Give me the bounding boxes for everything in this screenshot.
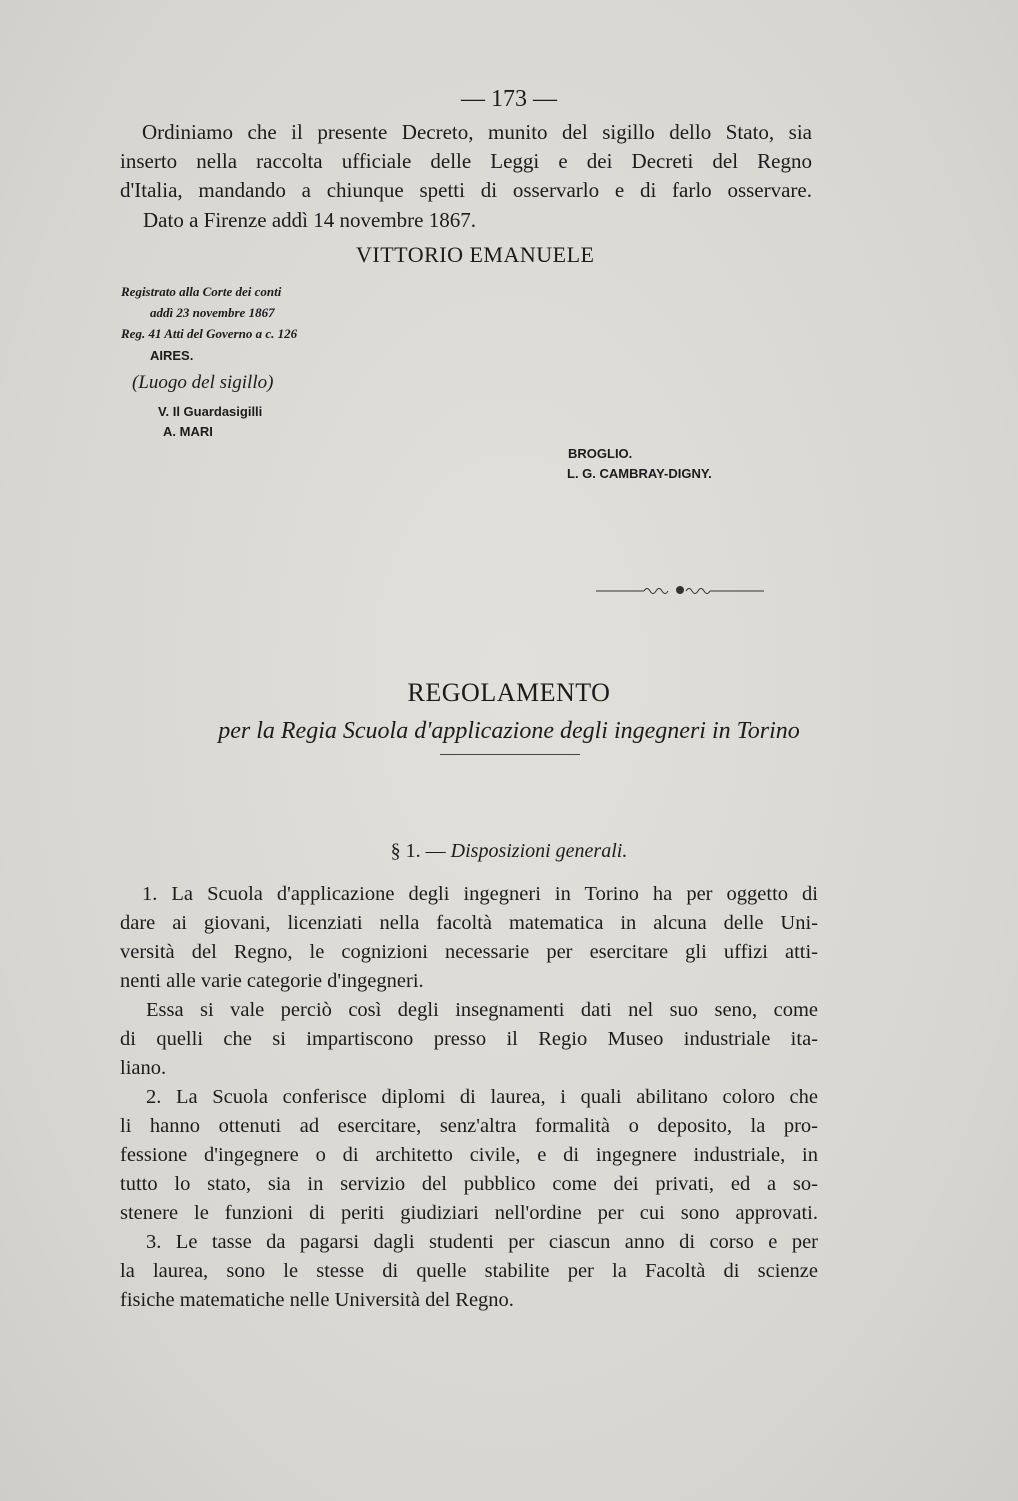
- body-line: 2. La Scuola conferisce diplomi di laurea, i quali abilitano coloro che: [146, 1086, 818, 1108]
- countersigner: L. G. CAMBRAY-DIGNY.: [567, 466, 712, 481]
- seal-place: (Luogo del sigillo): [132, 372, 274, 393]
- body-line: stenere le funzioni di periti giudiziari nell'ordine per cui sono approvati.: [120, 1202, 818, 1224]
- body-line: 3. Le tasse da pagarsi dagli studenti per ciascun anno di corso e per: [146, 1231, 818, 1253]
- section-number: § 1. —: [390, 840, 446, 862]
- body-line: la laurea, sono le stesse di quelle stabilite per la Facoltà di scienze: [120, 1260, 818, 1282]
- registration-line: addì 23 novembre 1867: [150, 305, 275, 320]
- body-line: Essa si vale perciò così degli insegnamenti dati nel suo seno, come: [146, 999, 818, 1021]
- section-heading: [0, 840, 1018, 863]
- body-line: fisiche matematiche nelle Università del Regno.: [120, 1289, 514, 1311]
- decree-line: d'Italia, mandando a chiunque spetti di osservarlo e di farlo osservare.: [120, 178, 812, 202]
- body-line: di quelli che si impartiscono presso il Regio Museo industriale ita-: [120, 1028, 818, 1050]
- regulation-subtitle: per la Regia Scuola d'applicazione degli ingegneri in Torino: [218, 718, 800, 744]
- decree-dated-line: Dato a Firenze addì 14 novembre 1867.: [143, 208, 476, 232]
- body-line: tutto lo stato, sia in servizio del pubblico come dei privati, ed a so-: [120, 1173, 818, 1195]
- decree-line: inserto nella raccolta ufficiale delle Leggi e dei Decreti del Regno: [120, 149, 812, 173]
- body-line: 1. La Scuola d'applicazione degli ingegneri in Torino ha per oggetto di: [142, 883, 818, 905]
- guardasigilli-name: A. MARI: [163, 424, 213, 439]
- registration-line: Registrato alla Corte dei conti: [121, 284, 282, 299]
- countersigner: BROGLIO.: [568, 446, 633, 461]
- body-line: dare ai giovani, licenziati nella facoltà matematica in alcuna delle Uni-: [120, 912, 818, 934]
- section-title: Disposizioni generali.: [450, 840, 628, 862]
- guardasigilli-label: V. Il Guardasigilli: [158, 404, 263, 419]
- body-line: li hanno ottenuti ad esercitare, senz'altra formalità o deposito, la pro-: [120, 1115, 818, 1137]
- registration-signer: AIRES.: [150, 348, 194, 363]
- title-underline: [440, 754, 580, 755]
- ornamental-divider: [596, 584, 766, 598]
- body-line: liano.: [120, 1057, 167, 1079]
- regulation-title: REGOLAMENTO: [407, 678, 611, 707]
- body-line: fessione d'ingegnere o di architetto civile, e di ingegnere industriale, in: [120, 1144, 818, 1166]
- page-number: — 173 —: [461, 86, 557, 112]
- registration-line: Reg. 41 Atti del Governo a c. 126: [121, 326, 298, 341]
- sovereign-signature: VITTORIO EMANUELE: [356, 242, 595, 267]
- body-line: nenti alle varie categorie d'ingegneri.: [120, 970, 424, 992]
- decree-line: Ordiniamo che il presente Decreto, munito del sigillo dello Stato, sia: [142, 120, 812, 144]
- body-line: versità del Regno, le cognizioni necessarie per esercitare gli uffizi atti-: [120, 941, 818, 963]
